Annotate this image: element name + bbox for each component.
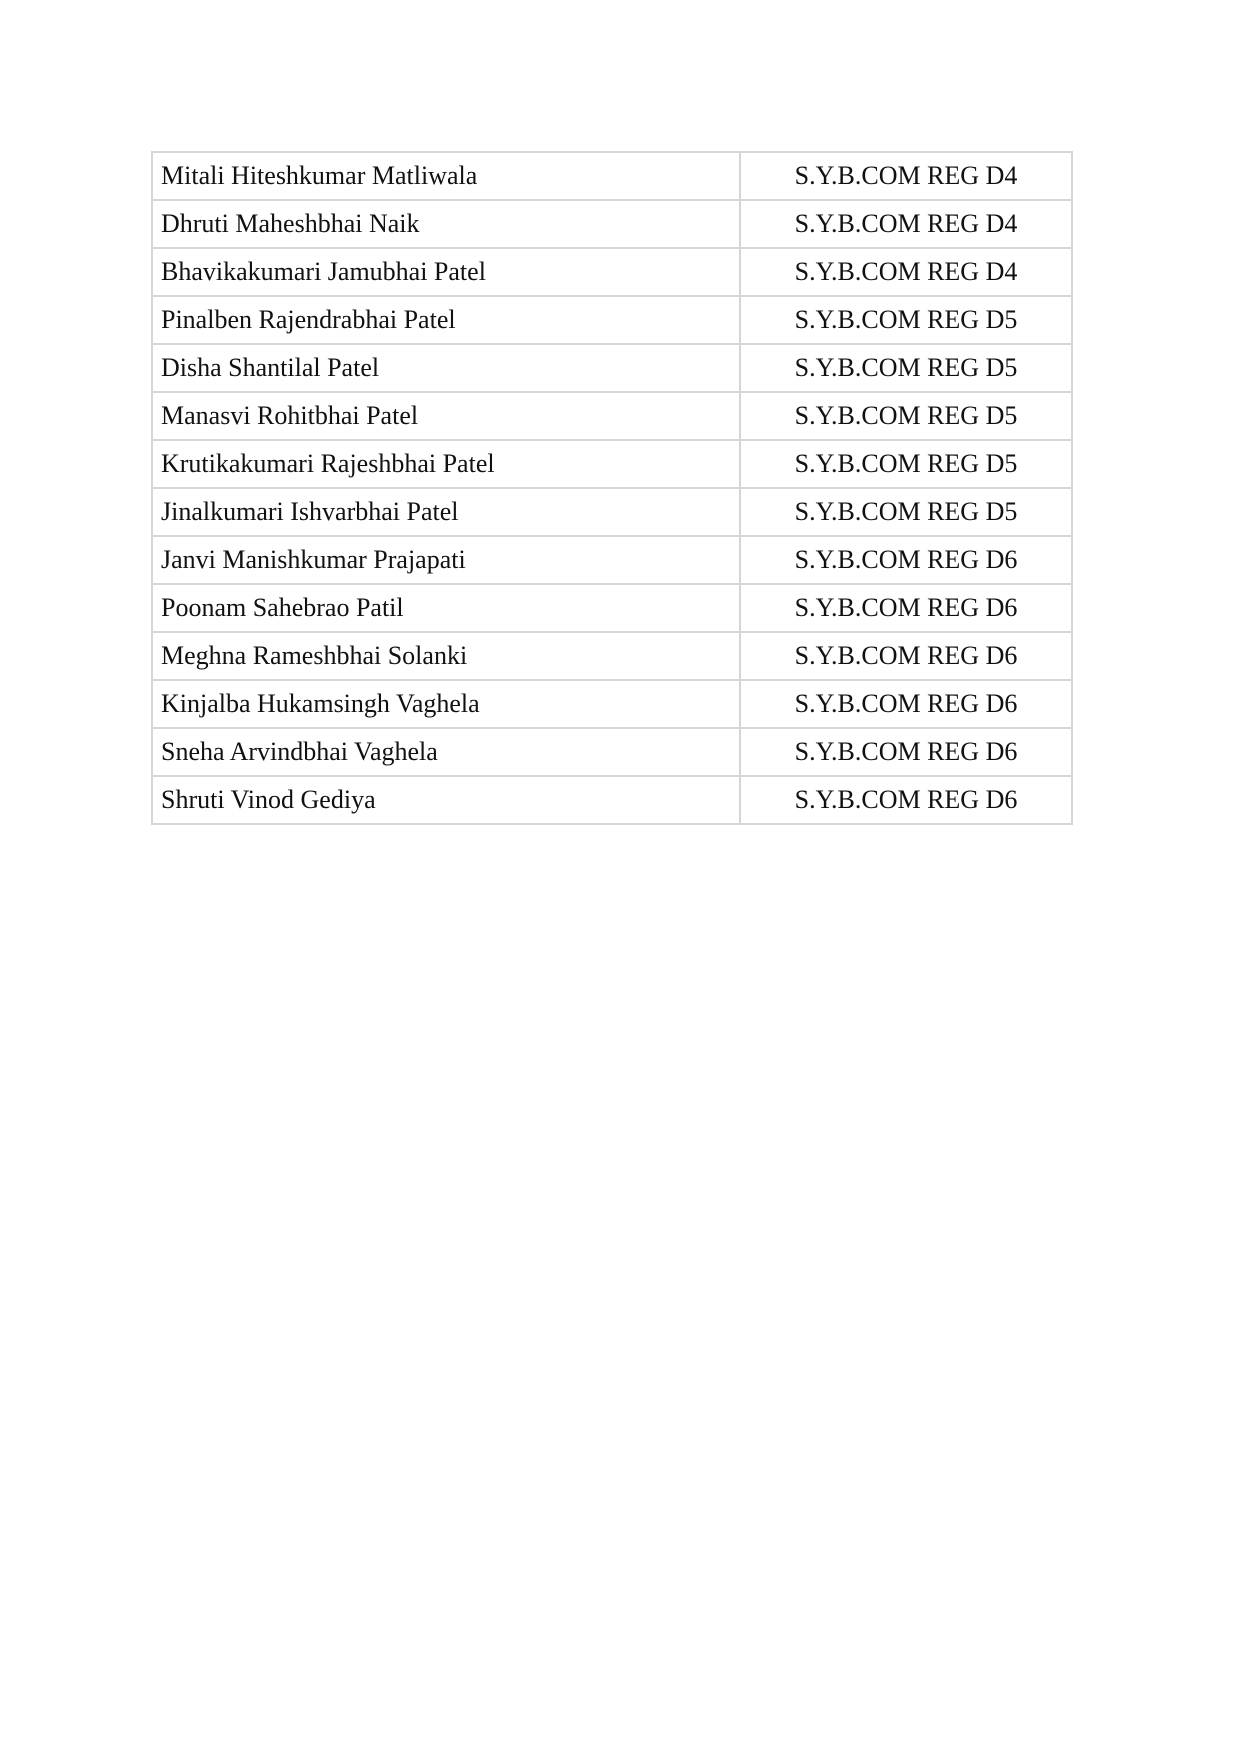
- table-row: [152, 200, 1072, 248]
- class-cell: S.Y.B.COM REG D6: [740, 536, 1072, 584]
- table-row: [152, 536, 1072, 584]
- student-name-cell: Mitali Hiteshkumar Matliwala: [152, 152, 740, 200]
- table-row: [152, 296, 1072, 344]
- student-name-cell: Meghna Rameshbhai Solanki: [152, 632, 740, 680]
- table-row: [152, 248, 1072, 296]
- student-name-cell: Poonam Sahebrao Patil: [152, 584, 740, 632]
- student-name-cell: Shruti Vinod Gediya: [152, 776, 740, 824]
- student-list-table: [151, 151, 1073, 825]
- table-row: [152, 488, 1072, 536]
- student-name-cell: Pinalben Rajendrabhai Patel: [152, 296, 740, 344]
- table-row: [152, 680, 1072, 728]
- student-name-cell: Sneha Arvindbhai Vaghela: [152, 728, 740, 776]
- table-row: [152, 728, 1072, 776]
- table-row: [152, 392, 1072, 440]
- class-cell: S.Y.B.COM REG D6: [740, 776, 1072, 824]
- student-name-cell: Disha Shantilal Patel: [152, 344, 740, 392]
- student-name-cell: Krutikakumari Rajeshbhai Patel: [152, 440, 740, 488]
- class-cell: S.Y.B.COM REG D6: [740, 680, 1072, 728]
- class-cell: S.Y.B.COM REG D4: [740, 152, 1072, 200]
- class-cell: S.Y.B.COM REG D5: [740, 488, 1072, 536]
- student-name-cell: Janvi Manishkumar Prajapati: [152, 536, 740, 584]
- table-body: [152, 152, 1072, 824]
- table-row: [152, 344, 1072, 392]
- class-cell: S.Y.B.COM REG D5: [740, 392, 1072, 440]
- class-cell: S.Y.B.COM REG D5: [740, 344, 1072, 392]
- class-cell: S.Y.B.COM REG D6: [740, 584, 1072, 632]
- table-row: [152, 776, 1072, 824]
- student-name-cell: Kinjalba Hukamsingh Vaghela: [152, 680, 740, 728]
- class-cell: S.Y.B.COM REG D4: [740, 248, 1072, 296]
- student-name-cell: Jinalkumari Ishvarbhai Patel: [152, 488, 740, 536]
- table-row: [152, 632, 1072, 680]
- table-row: [152, 440, 1072, 488]
- class-cell: S.Y.B.COM REG D5: [740, 296, 1072, 344]
- student-name-cell: Bhavikakumari Jamubhai Patel: [152, 248, 740, 296]
- class-cell: S.Y.B.COM REG D6: [740, 632, 1072, 680]
- class-cell: S.Y.B.COM REG D4: [740, 200, 1072, 248]
- class-cell: S.Y.B.COM REG D6: [740, 728, 1072, 776]
- student-name-cell: Dhruti Maheshbhai Naik: [152, 200, 740, 248]
- table-row: [152, 152, 1072, 200]
- class-cell: S.Y.B.COM REG D5: [740, 440, 1072, 488]
- student-name-cell: Manasvi Rohitbhai Patel: [152, 392, 740, 440]
- table-row: [152, 584, 1072, 632]
